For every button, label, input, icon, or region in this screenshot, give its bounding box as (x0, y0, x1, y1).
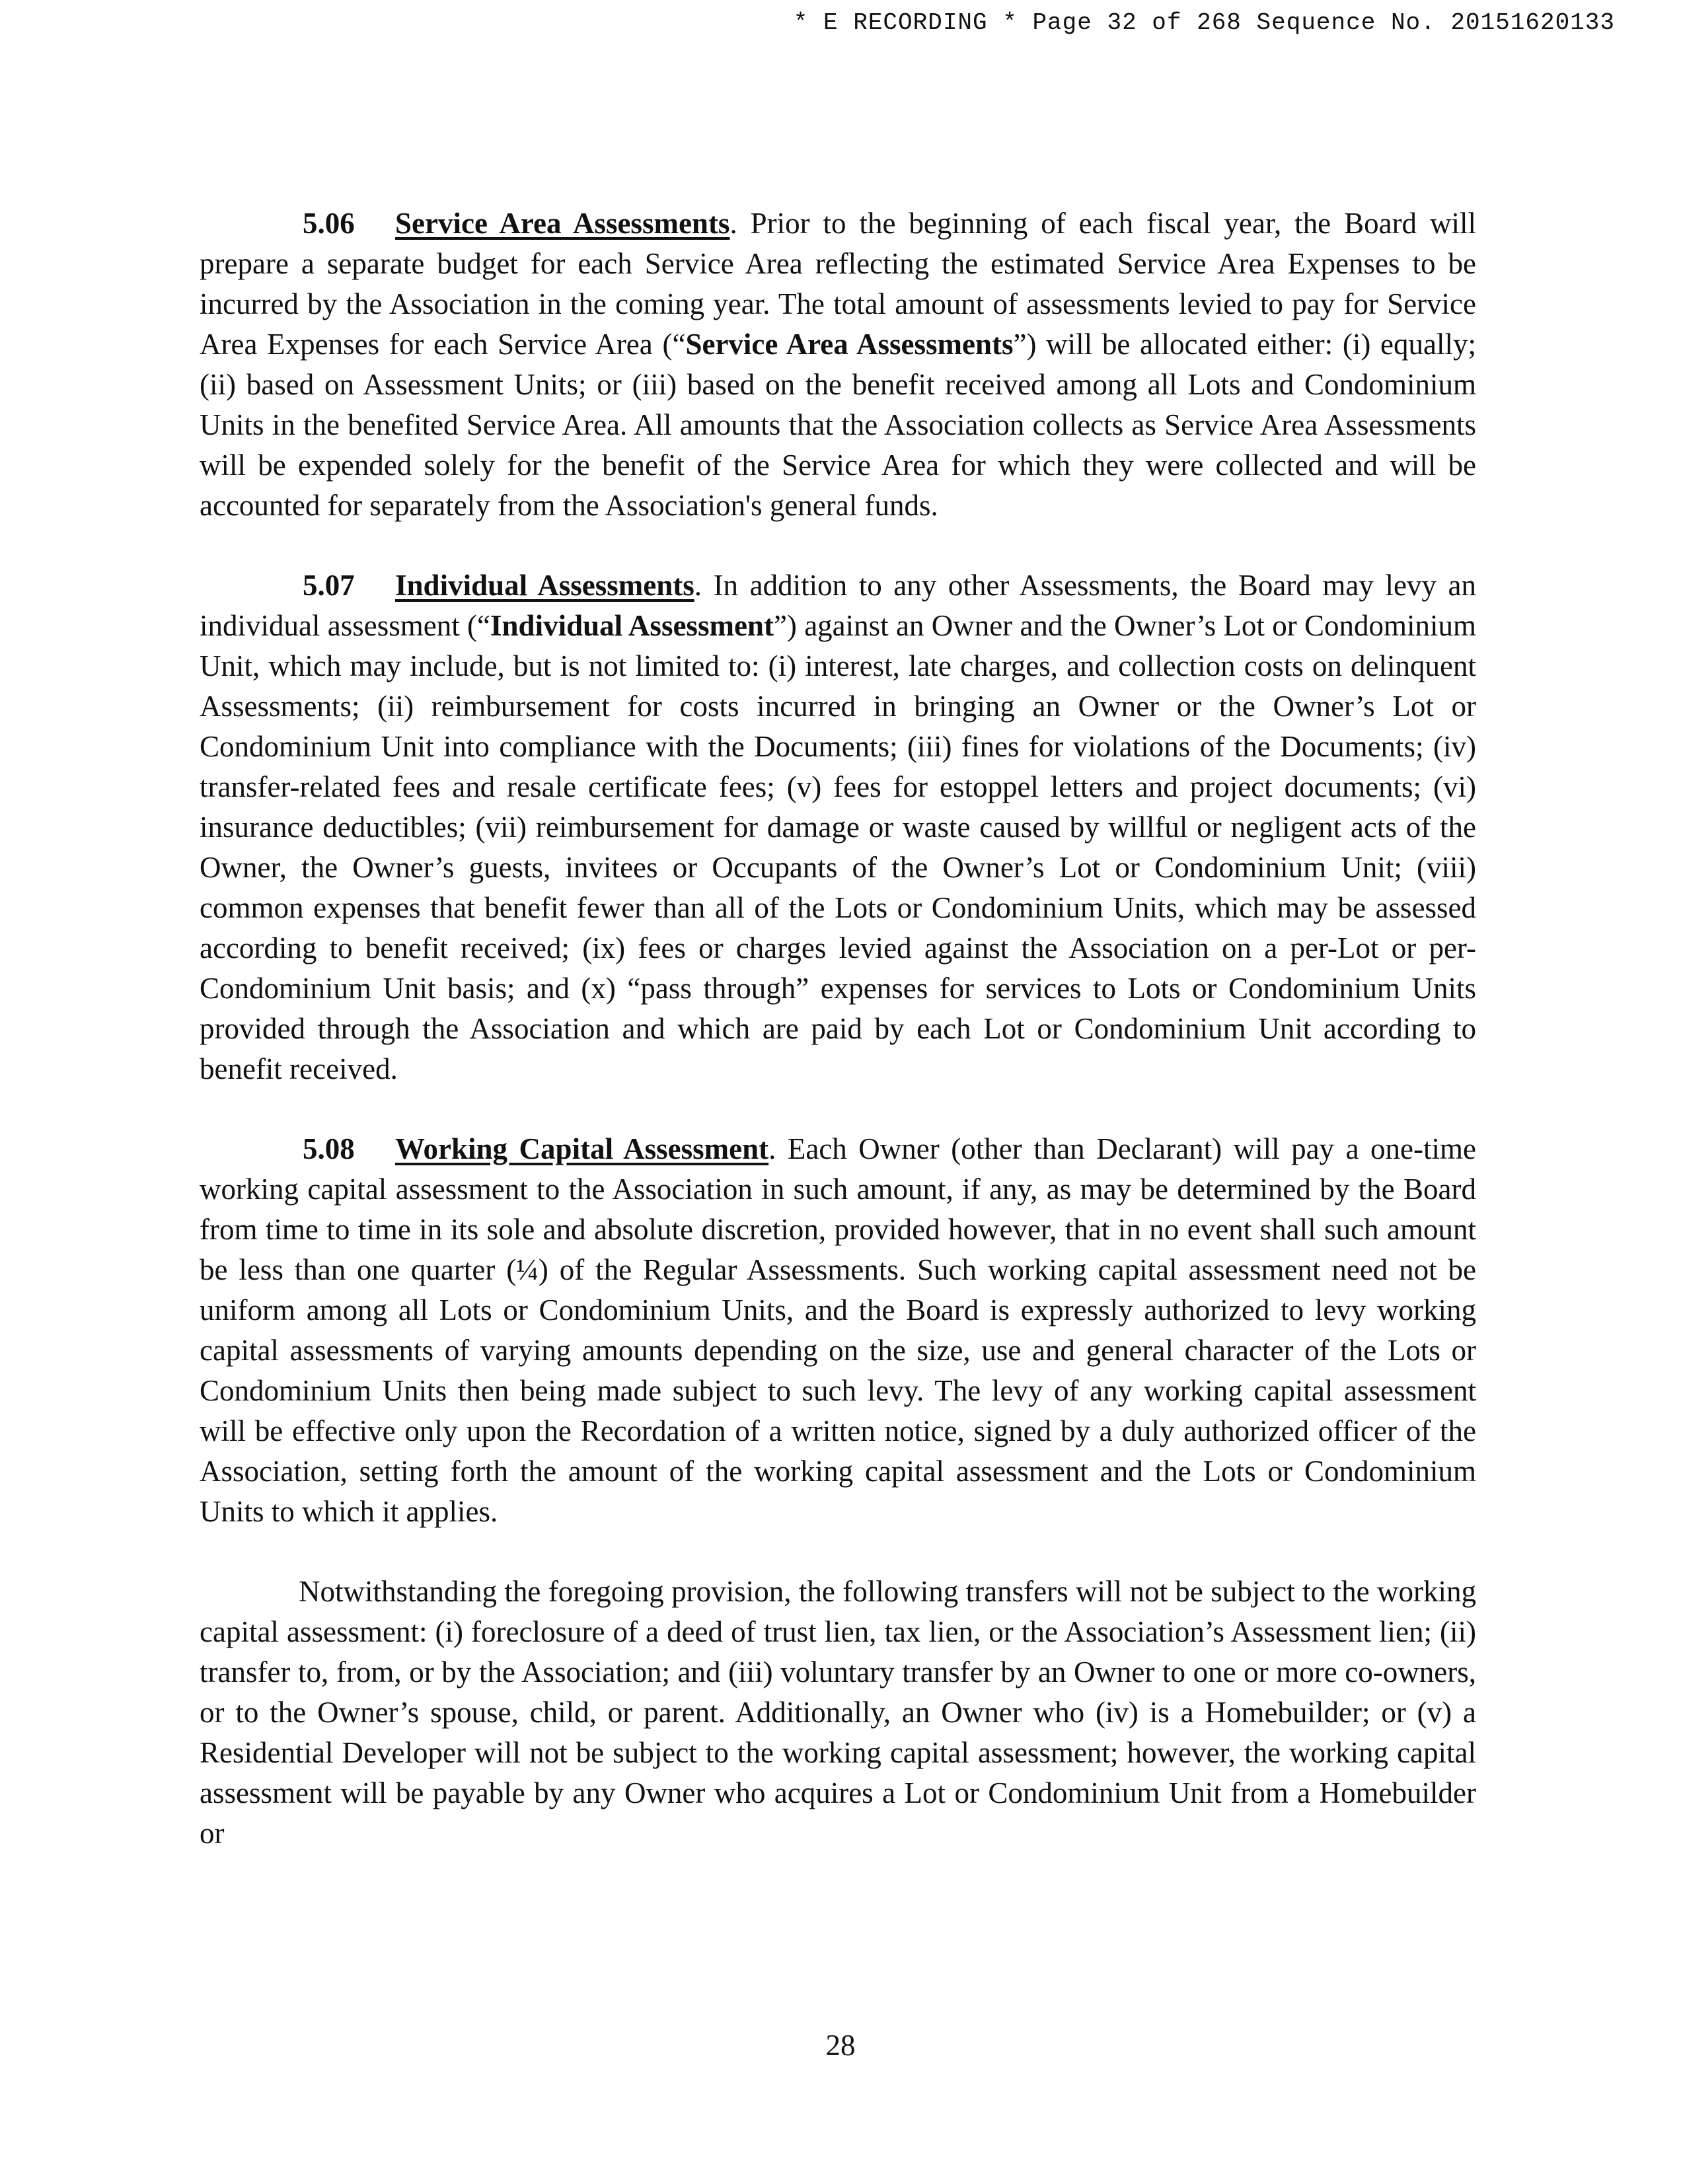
defined-term: Service Area Assessments (685, 328, 1014, 361)
section-text: ”) against an Owner and the Owner’s Lot or Condominium Unit, which may include, but is not limited to: (i) interest, late charges, and collection costs on delinquent Assessments; (ii) reimbursement for costs incurred in bringing an Owner or the Owner’s Lot or Condominium Unit into compliance with the Documents; (iii) fines for violations of the Documents; (iv) transfer-related fees and resale certificate fees; (v) fees for estoppel letters and project documents; (vi) insurance deductibles; (vii) reimbursement for damage or waste caused by willful or negligent acts of the Owner, the Owner’s guests, invitees or Occupants of the Owner’s Lot or Condominium Unit; (viii) common expenses that benefit fewer than all of the Lots or Condominium Units, which may be assessed according to benefit received; (ix) fees or charges levied against the Association on a per-Lot or per-Condominium Unit basis; and (x) “pass through” expenses for services to Lots or Condominium Units provided through the Association and which are paid by each Lot or Condominium Unit according to benefit received. (200, 609, 1476, 1085)
defined-term: Individual Assessment (490, 609, 774, 642)
section-number: 5.06 (303, 207, 355, 240)
section-5-07 (200, 565, 1476, 1089)
section-text: ”) will be allocated either: (i) equally; (ii) based on Assessment Units; or (iii) based on the benefit received among all Lots and Condominium Units in the benefited Service Area. All amounts that the Association collects as Service Area Assessments will be expended solely for the benefit of the Service Area for which they were collected and will be accounted for separately from the Association's general funds. (200, 328, 1476, 522)
section-number: 5.08 (303, 1132, 355, 1165)
section-text: . Prior to the beginning of each fiscal year, the Board will prepare a separate budget for each Service Area reflecting the estimated Service Area Expenses to be incurred by the Association in the coming year. The total amount of assessments levied to pay for Service Area Expenses for each Service Area (“ (200, 207, 1476, 361)
recording-header: * E RECORDING * Page 32 of 268 Sequence No. 20151620133 (793, 9, 1615, 36)
section-text: . In addition to any other Assessments, the Board may levy an individual assessment (“ (200, 569, 1476, 642)
section-5-08 (200, 1129, 1476, 1532)
section-heading: Working Capital Assessment (395, 1132, 769, 1165)
document-body (200, 203, 1476, 1893)
section-heading: Individual Assessments (395, 569, 694, 602)
section-number: 5.07 (303, 569, 355, 602)
paragraph-text: Notwithstanding the foregoing provision, the following transfers will not be subject to the working capital assessment: (i) foreclosure of a deed of trust lien, tax lien, or the Association’s Assessment lien; (ii) transfer to, from, or by the Association; and (iii) voluntary transfer by an Owner to one or more co-owners, or to the Owner’s spouse, child, or parent. Additionally, an Owner who (iv) is a Homebuilder; or (v) a Residential Developer will not be subject to the working capital assessment; however, the working capital assessment will be payable by any Owner who acquires a Lot or Condominium Unit from a Homebuilder or (200, 1575, 1476, 1850)
section-5-06 (200, 203, 1476, 526)
notwithstanding-paragraph (200, 1572, 1476, 1854)
section-text: . Each Owner (other than Declarant) will pay a one-time working capital assessment to the Association in such amount, if any, as may be determined by the Board from time to time in its sole and absolute discretion, provided however, that in no event shall such amount be less than one quarter (¼) of the Regular Assessments. Such working capital assessment need not be uniform among all Lots or Condominium Units, and the Board is expressly authorized to levy working capital assessments of varying amounts depending on the size, use and general character of the Lots or Condominium Units then being made subject to such levy. The levy of any working capital assessment will be effective only upon the Recordation of a written notice, signed by a duly authorized officer of the Association, setting forth the amount of the working capital assessment and the Lots or Condominium Units to which it applies. (200, 1132, 1476, 1528)
section-heading: Service Area Assessments (395, 207, 730, 240)
page-number: 28 (825, 2029, 856, 2062)
